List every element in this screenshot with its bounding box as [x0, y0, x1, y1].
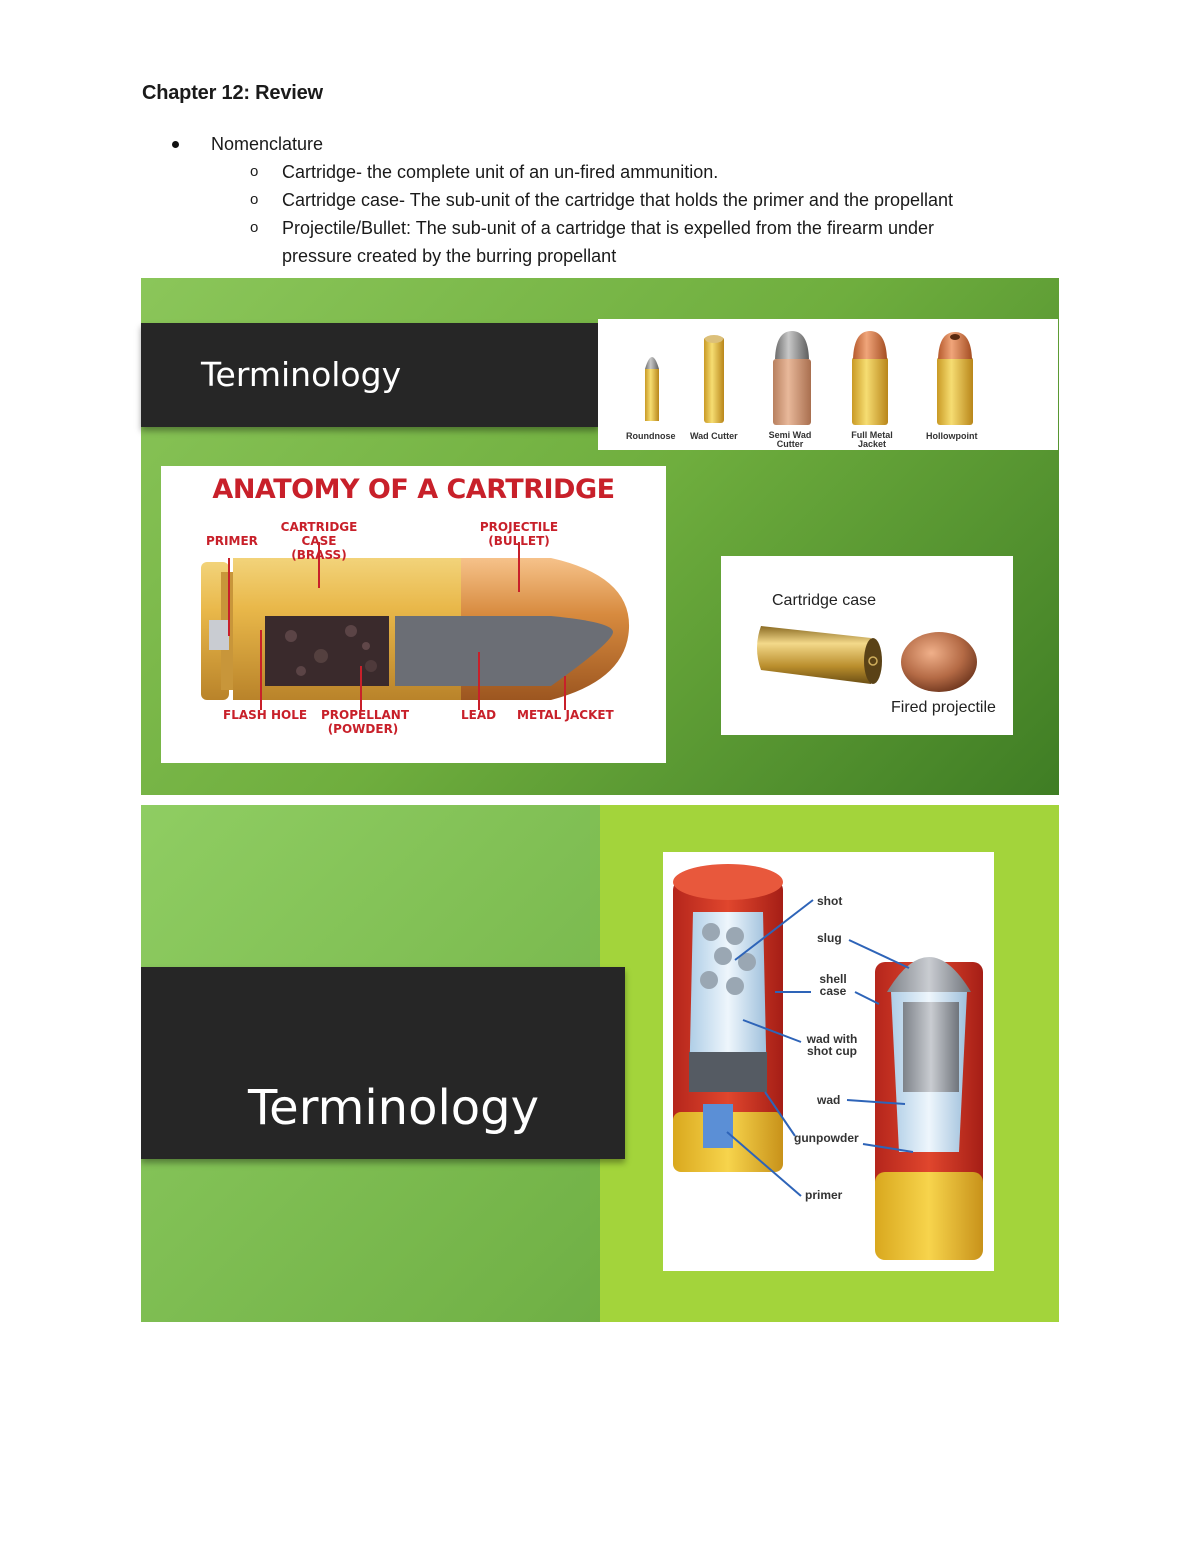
shell-right-base	[875, 1172, 983, 1260]
label-case: case	[819, 984, 847, 998]
slide-terminology-2	[141, 805, 1059, 1322]
label-shell-case	[815, 973, 851, 997]
anatomy-title: ANATOMY OF A CARTRIDGE	[212, 474, 615, 505]
fired-projectile	[901, 632, 977, 692]
gunpowder-left	[689, 1052, 767, 1092]
title-bar	[141, 323, 599, 427]
anatomy-image	[161, 466, 666, 763]
bullet-type-labels	[598, 431, 1058, 451]
label-metal-jacket: METAL JACKET	[517, 708, 614, 722]
roundnose-case	[645, 369, 659, 421]
hp-case	[937, 357, 973, 425]
label-fired-projectile: Fired projectile	[891, 699, 996, 716]
shotshell-image	[663, 852, 994, 1271]
label-wad-cutter: Wad Cutter	[690, 431, 738, 441]
label-case-sub: (BRASS)	[291, 548, 347, 562]
label-hollowpoint: Hollowpoint	[926, 431, 978, 441]
swc-case	[773, 359, 811, 425]
sub-item-text: Projectile/Bullet: The sub-unit of a cartridge that is expelled from the firearm under	[282, 218, 934, 238]
title-bar	[141, 967, 625, 1159]
hp-hollow	[950, 334, 960, 340]
label-primer: primer	[805, 1188, 843, 1202]
slide-terminology-1	[141, 278, 1059, 795]
sub-marker: o	[250, 191, 259, 208]
sub-marker: o	[250, 163, 259, 180]
wadcutter-top	[705, 335, 723, 343]
label-lead: LEAD	[461, 708, 497, 722]
list-item-nomenclature: Nomenclature	[211, 134, 324, 154]
fmj-case	[852, 357, 888, 425]
slide-title: Terminology	[201, 355, 402, 394]
nomenclature-list	[172, 130, 1072, 270]
slug-body	[903, 1002, 959, 1092]
fired-cartridge-image	[721, 556, 1013, 735]
shotshell-cutaway-diagram	[663, 852, 994, 1271]
label-wad: wad	[817, 1093, 841, 1107]
primer-left	[703, 1104, 733, 1148]
label-slug: slug	[817, 931, 842, 945]
label-propellant-sub: (POWDER)	[327, 722, 399, 736]
primer-cup	[209, 620, 229, 650]
propellant-fill	[265, 616, 389, 686]
label-roundnose: Roundnose	[626, 431, 676, 441]
sub-marker: o	[250, 219, 259, 236]
label-gunpowder: gunpowder	[794, 1131, 859, 1145]
label-cartridge-case	[264, 520, 374, 562]
label-wad-shot-cup	[801, 1033, 863, 1057]
swc-tip	[775, 331, 809, 359]
roundnose-tip	[645, 357, 659, 369]
page-heading: Chapter 12: Review	[142, 82, 323, 104]
label-propellant-text: PROPELLANT	[321, 708, 410, 722]
case-mouth	[864, 638, 882, 684]
label-wad-with: wad with	[806, 1032, 858, 1046]
label-shell: shell	[819, 972, 847, 986]
label-projectile-text: PROJECTILE	[479, 520, 559, 534]
label-flash-hole: FLASH HOLE	[223, 708, 308, 722]
label-projectile	[471, 520, 567, 548]
shell-left-crimp	[673, 864, 783, 900]
label-full-metal-jacket: Full Metal Jacket	[851, 430, 893, 449]
label-cartridge-case-photo: Cartridge case	[772, 592, 877, 609]
label-shot: shot	[817, 894, 843, 908]
bullet-dot	[172, 141, 179, 148]
label-propellant	[321, 708, 410, 736]
label-semi-wad-cutter: Semi Wad Cutter	[768, 430, 812, 449]
wadcutter-case	[704, 337, 724, 423]
label-primer: PRIMER	[206, 534, 258, 548]
sub-item-text: Cartridge case- The sub-unit of the cartridge that holds the primer and the propellant	[282, 190, 954, 210]
fired-case	[757, 626, 871, 684]
bullet-types-image	[598, 319, 1058, 450]
sub-item-text: Cartridge- the complete unit of an un-fired ammunition.	[282, 162, 719, 182]
sub-item-text: pressure created by the burring propellant	[282, 246, 617, 266]
label-projectile-sub: (BULLET)	[488, 534, 550, 548]
label-case-text: CARTRIDGE CASE	[280, 520, 358, 548]
slide-title: Terminology	[248, 1080, 540, 1136]
fmj-tip	[853, 331, 887, 359]
label-shot-cup: shot cup	[807, 1044, 857, 1058]
